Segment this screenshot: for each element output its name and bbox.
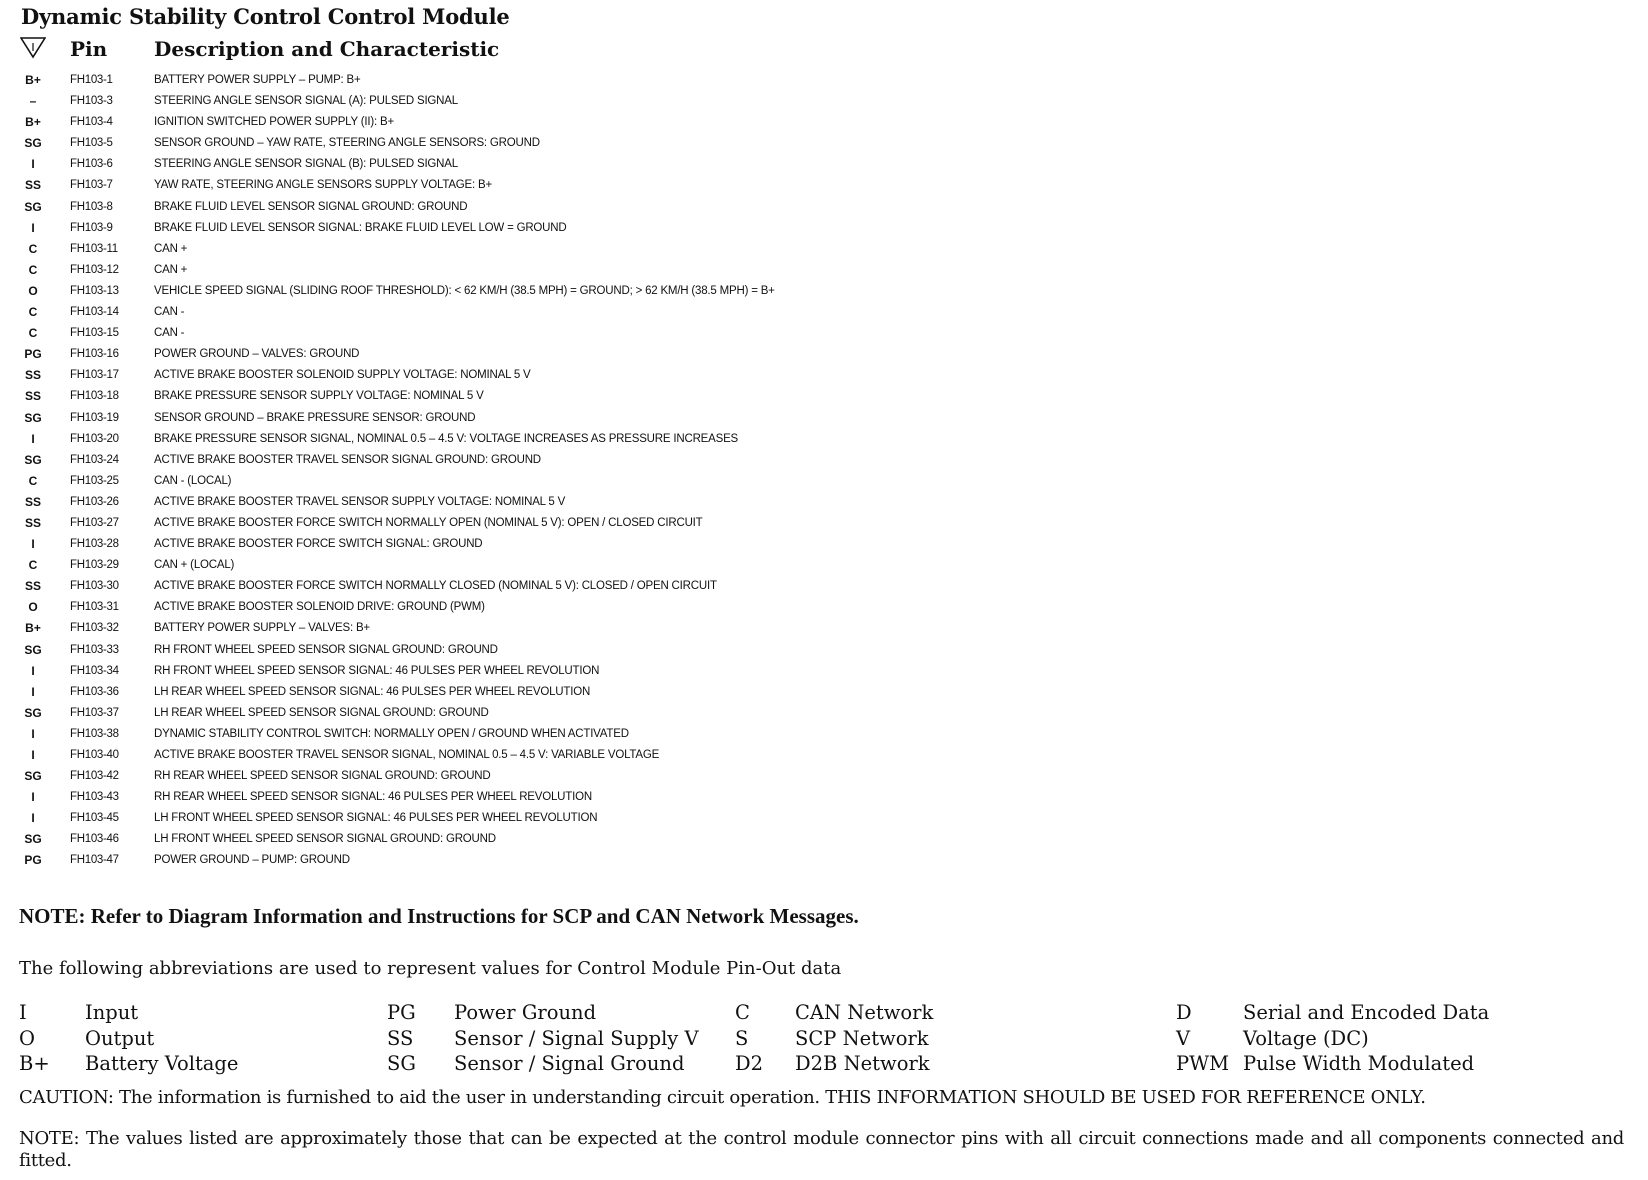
table-row: [0, 239, 1000, 260]
table-row: [0, 576, 1000, 597]
table-row: [0, 365, 1000, 386]
row-description: CAN - (LOCAL): [154, 474, 232, 487]
table-row: [0, 534, 1000, 555]
table-row: [0, 175, 1000, 196]
table-row: [0, 344, 1000, 365]
abbreviation-value: SCP Network: [795, 1026, 929, 1050]
row-pin: FH103-14: [70, 306, 119, 319]
row-pin: FH103-13: [70, 284, 119, 297]
abbreviation-value: CAN Network: [795, 1001, 934, 1024]
row-code: SS: [24, 494, 41, 509]
abbreviation-value: Serial and Encoded Data: [1243, 1001, 1490, 1024]
row-description: POWER GROUND – PUMP: GROUND: [154, 854, 350, 867]
table-row: [0, 70, 1000, 91]
table-row: [0, 471, 1000, 492]
abbreviation-key: D2: [735, 1052, 764, 1075]
row-code: SG: [24, 452, 42, 467]
row-code: C: [28, 558, 38, 573]
row-pin: FH103-20: [70, 432, 119, 445]
abbreviation-key: SS: [387, 1026, 414, 1050]
row-pin: FH103-1: [70, 74, 113, 86]
row-description: CAN +: [154, 263, 188, 276]
row-code: SG: [24, 642, 42, 657]
row-code: C: [28, 305, 38, 320]
abbreviation-value: Sensor / Signal Ground: [454, 1052, 685, 1075]
row-description: LH FRONT WHEEL SPEED SENSOR SIGNAL GROUND: GROUND: [154, 833, 496, 846]
row-description: ACTIVE BRAKE BOOSTER SOLENOID DRIVE: GROUND (PWM): [154, 601, 485, 614]
row-pin: FH103-11: [70, 242, 118, 255]
table-row: [0, 640, 1000, 661]
row-pin: FH103-24: [70, 453, 119, 466]
row-pin: FH103-25: [70, 474, 119, 487]
row-description: BATTERY POWER SUPPLY – VALVES: B+: [154, 622, 370, 635]
row-code: B+: [25, 621, 41, 636]
table-row: [0, 766, 1000, 787]
row-code: B+: [25, 73, 41, 87]
row-pin: FH103-31: [70, 601, 119, 614]
abbreviation-value: Pulse Width Modulated: [1243, 1052, 1475, 1075]
row-description: CAN + (LOCAL): [154, 559, 235, 572]
row-code: O: [28, 600, 38, 615]
row-code: SS: [24, 178, 41, 193]
row-code: SG: [24, 705, 42, 720]
network-note: NOTE: Refer to Diagram Information and Instructions for SCP and CAN Network Messages.: [19, 904, 859, 928]
abbreviation-key: B+: [19, 1052, 50, 1075]
row-pin: FH103-32: [70, 622, 119, 635]
table-row: [0, 323, 1000, 344]
header-description: Description and Characteristic: [154, 37, 500, 61]
row-pin: FH103-12: [70, 263, 119, 276]
abbreviation-key: C: [735, 1001, 750, 1024]
row-pin: FH103-36: [70, 685, 119, 698]
row-description: STEERING ANGLE SENSOR SIGNAL (B): PULSED SIGNAL: [154, 158, 458, 171]
page-title: Dynamic Stability Control Control Module: [21, 4, 510, 29]
row-pin: FH103-8: [70, 200, 113, 213]
row-pin: FH103-45: [70, 812, 119, 825]
row-code: I: [31, 684, 35, 699]
table-row: [0, 682, 1000, 703]
table-header: [0, 37, 1000, 65]
row-description: CAN +: [154, 242, 188, 255]
row-pin: FH103-15: [70, 327, 119, 340]
row-description: STEERING ANGLE SENSOR SIGNAL (A): PULSED SIGNAL: [154, 95, 458, 108]
table-row: [0, 745, 1000, 766]
row-code: I: [31, 748, 35, 762]
row-code: C: [28, 262, 38, 277]
row-code: I: [31, 726, 35, 741]
abbreviation-key: SG: [387, 1052, 416, 1075]
abbreviation-key: I: [19, 1001, 27, 1024]
row-code: SS: [24, 579, 41, 594]
row-pin: FH103-47: [70, 854, 119, 867]
abbreviation-value: Output: [85, 1026, 155, 1050]
table-row: [0, 281, 1000, 302]
row-code: I: [31, 431, 35, 446]
row-description: ACTIVE BRAKE BOOSTER TRAVEL SENSOR SIGNAL, NOMINAL 0.5 – 4.5 V: VARIABLE VOLTAGE: [154, 749, 660, 761]
row-description: ACTIVE BRAKE BOOSTER SOLENOID SUPPLY VOLTAGE: NOMINAL 5 V: [154, 369, 531, 382]
row-description: BRAKE FLUID LEVEL SENSOR SIGNAL: BRAKE FLUID LEVEL LOW = GROUND: [154, 221, 567, 234]
row-code: SS: [24, 368, 41, 383]
row-description: RH REAR WHEEL SPEED SENSOR SIGNAL: 46 PULSES PER WHEEL REVOLUTION: [154, 791, 592, 804]
row-description: RH REAR WHEEL SPEED SENSOR SIGNAL GROUND: GROUND: [154, 770, 491, 783]
row-code: I: [31, 790, 35, 805]
table-row: [0, 408, 1000, 429]
row-code: SS: [24, 515, 41, 530]
row-code: I: [31, 811, 35, 826]
abbreviation-key: O: [19, 1026, 35, 1050]
row-code: I: [31, 220, 35, 235]
row-code: B+: [25, 115, 41, 130]
row-pin: FH103-30: [70, 580, 119, 593]
row-code: SG: [24, 769, 42, 784]
row-pin: FH103-6: [70, 158, 113, 171]
row-description: CAN -: [154, 306, 185, 319]
caution-text: CAUTION: The information is furnished to aid the user in understanding circuit operation. THIS INFORMATION SHOULD BE USED FOR REFERENCE ONLY.: [19, 1087, 1426, 1108]
row-description: ACTIVE BRAKE BOOSTER FORCE SWITCH NORMALLY CLOSED (NOMINAL 5 V): CLOSED / OPEN CIRCUIT: [154, 580, 717, 593]
row-pin: FH103-5: [70, 137, 113, 150]
table-row: [0, 91, 1000, 112]
abbreviation-key: V: [1176, 1026, 1191, 1050]
row-code: SG: [24, 832, 42, 847]
row-description: ACTIVE BRAKE BOOSTER TRAVEL SENSOR SIGNAL GROUND: GROUND: [154, 453, 541, 466]
row-pin: FH103-34: [70, 664, 119, 677]
row-description: IGNITION SWITCHED POWER SUPPLY (II): B+: [154, 116, 395, 129]
row-description: BATTERY POWER SUPPLY – PUMP: B+: [154, 74, 361, 86]
row-code: C: [28, 326, 38, 341]
values-note: NOTE: The values listed are approximately those that can be expected at the control module connector pins with all circuit connections made and all components connected and fitted.: [19, 1128, 1624, 1171]
table-row: [0, 850, 1000, 871]
row-code: –: [29, 94, 37, 109]
abbreviation-value: Battery Voltage: [85, 1052, 239, 1075]
table-row: [0, 133, 1000, 154]
row-description: LH REAR WHEEL SPEED SENSOR SIGNAL GROUND: GROUND: [154, 706, 489, 719]
abbreviation-value: Sensor / Signal Supply V: [454, 1026, 699, 1050]
abbreviation-value: Power Ground: [454, 1001, 597, 1024]
abbreviations-intro: The following abbreviations are used to represent values for Control Module Pin-Out data: [19, 958, 842, 979]
row-description: RH FRONT WHEEL SPEED SENSOR SIGNAL GROUND: GROUND: [154, 643, 498, 656]
row-pin: FH103-16: [70, 348, 119, 361]
triangle-down-icon: [20, 37, 46, 59]
row-code: I: [31, 157, 35, 172]
row-code: I: [31, 537, 35, 552]
abbreviation-key: PG: [387, 1001, 416, 1024]
row-description: CAN -: [154, 327, 185, 340]
row-pin: FH103-37: [70, 706, 119, 719]
table-row: [0, 386, 1000, 407]
row-code: SG: [24, 136, 42, 151]
row-description: LH FRONT WHEEL SPEED SENSOR SIGNAL: 46 PULSES PER WHEEL REVOLUTION: [154, 812, 598, 825]
row-description: ACTIVE BRAKE BOOSTER FORCE SWITCH NORMALLY OPEN (NOMINAL 5 V): OPEN / CLOSED CIRCUIT: [154, 516, 703, 529]
abbreviation-value: Voltage (DC): [1243, 1026, 1369, 1050]
row-pin: FH103-38: [70, 727, 119, 740]
table-row: [0, 829, 1000, 850]
pin-table: [0, 70, 1000, 872]
table-row: [0, 703, 1000, 724]
table-row: [0, 492, 1000, 513]
table-row: [0, 724, 1000, 745]
row-description: RH FRONT WHEEL SPEED SENSOR SIGNAL: 46 PULSES PER WHEEL REVOLUTION: [154, 664, 600, 677]
table-row: [0, 787, 1000, 808]
abbreviation-key: S: [735, 1026, 749, 1050]
row-code: C: [28, 241, 38, 256]
row-description: BRAKE PRESSURE SENSOR SIGNAL, NOMINAL 0.5 – 4.5 V: VOLTAGE INCREASES AS PRESSURE INCREASES: [154, 432, 739, 445]
table-row: [0, 429, 1000, 450]
row-pin: FH103-27: [70, 516, 119, 529]
abbreviation-value: D2B Network: [795, 1052, 930, 1075]
row-code: O: [28, 283, 38, 298]
row-code: I: [31, 663, 35, 678]
row-pin: FH103-42: [70, 770, 119, 783]
abbreviation-value: Input: [85, 1001, 139, 1024]
header-pin: Pin: [70, 37, 108, 61]
row-pin: FH103-43: [70, 791, 119, 804]
abbreviation-key: PWM: [1176, 1052, 1230, 1075]
table-row: [0, 450, 1000, 471]
table-row: [0, 618, 1000, 639]
row-pin: FH103-26: [70, 495, 119, 508]
row-pin: FH103-9: [70, 221, 113, 234]
row-code: SG: [24, 199, 42, 214]
row-pin: FH103-33: [70, 643, 119, 656]
row-description: ACTIVE BRAKE BOOSTER TRAVEL SENSOR SUPPLY VOLTAGE: NOMINAL 5 V: [154, 495, 566, 508]
row-pin: FH103-19: [70, 411, 119, 424]
row-description: ACTIVE BRAKE BOOSTER FORCE SWITCH SIGNAL: GROUND: [154, 538, 483, 551]
row-pin: FH103-17: [70, 369, 119, 382]
row-description: LH REAR WHEEL SPEED SENSOR SIGNAL: 46 PULSES PER WHEEL REVOLUTION: [154, 685, 591, 698]
table-row: [0, 661, 1000, 682]
table-row: [0, 302, 1000, 323]
abbreviation-key: D: [1176, 1001, 1192, 1024]
row-code: SG: [24, 410, 42, 425]
row-code: C: [28, 473, 38, 488]
table-row: [0, 112, 1000, 133]
row-pin: FH103-29: [70, 559, 119, 572]
row-pin: FH103-7: [70, 179, 113, 192]
row-description: BRAKE PRESSURE SENSOR SUPPLY VOLTAGE: NOMINAL 5 V: [154, 390, 484, 403]
row-description: BRAKE FLUID LEVEL SENSOR SIGNAL GROUND: GROUND: [154, 200, 468, 213]
row-code: PG: [24, 347, 42, 362]
row-description: SENSOR GROUND – BRAKE PRESSURE SENSOR: GROUND: [154, 411, 476, 424]
table-row: [0, 154, 1000, 175]
abbreviations-legend: [0, 1000, 1648, 1080]
row-description: VEHICLE SPEED SIGNAL (SLIDING ROOF THRESHOLD): < 62 KM/H (38.5 MPH) = GROUND; > 62 KM/H (38.5 MPH) = B+: [154, 284, 775, 297]
table-row: [0, 555, 1000, 576]
row-description: YAW RATE, STEERING ANGLE SENSORS SUPPLY VOLTAGE: B+: [154, 179, 492, 192]
row-pin: FH103-28: [70, 538, 119, 551]
row-pin: FH103-40: [70, 749, 119, 761]
row-code: PG: [24, 853, 42, 868]
row-pin: FH103-18: [70, 390, 119, 403]
row-pin: FH103-3: [70, 95, 113, 108]
table-row: [0, 808, 1000, 829]
row-description: SENSOR GROUND – YAW RATE, STEERING ANGLE SENSORS: GROUND: [154, 137, 540, 150]
row-description: DYNAMIC STABILITY CONTROL SWITCH: NORMALLY OPEN / GROUND WHEN ACTIVATED: [154, 727, 629, 740]
row-pin: FH103-46: [70, 833, 119, 846]
row-pin: FH103-4: [70, 116, 113, 129]
table-row: [0, 218, 1000, 239]
table-row: [0, 597, 1000, 618]
row-code: SS: [24, 389, 41, 404]
table-row: [0, 513, 1000, 534]
table-row: [0, 197, 1000, 218]
row-description: POWER GROUND – VALVES: GROUND: [154, 348, 360, 361]
table-row: [0, 260, 1000, 281]
